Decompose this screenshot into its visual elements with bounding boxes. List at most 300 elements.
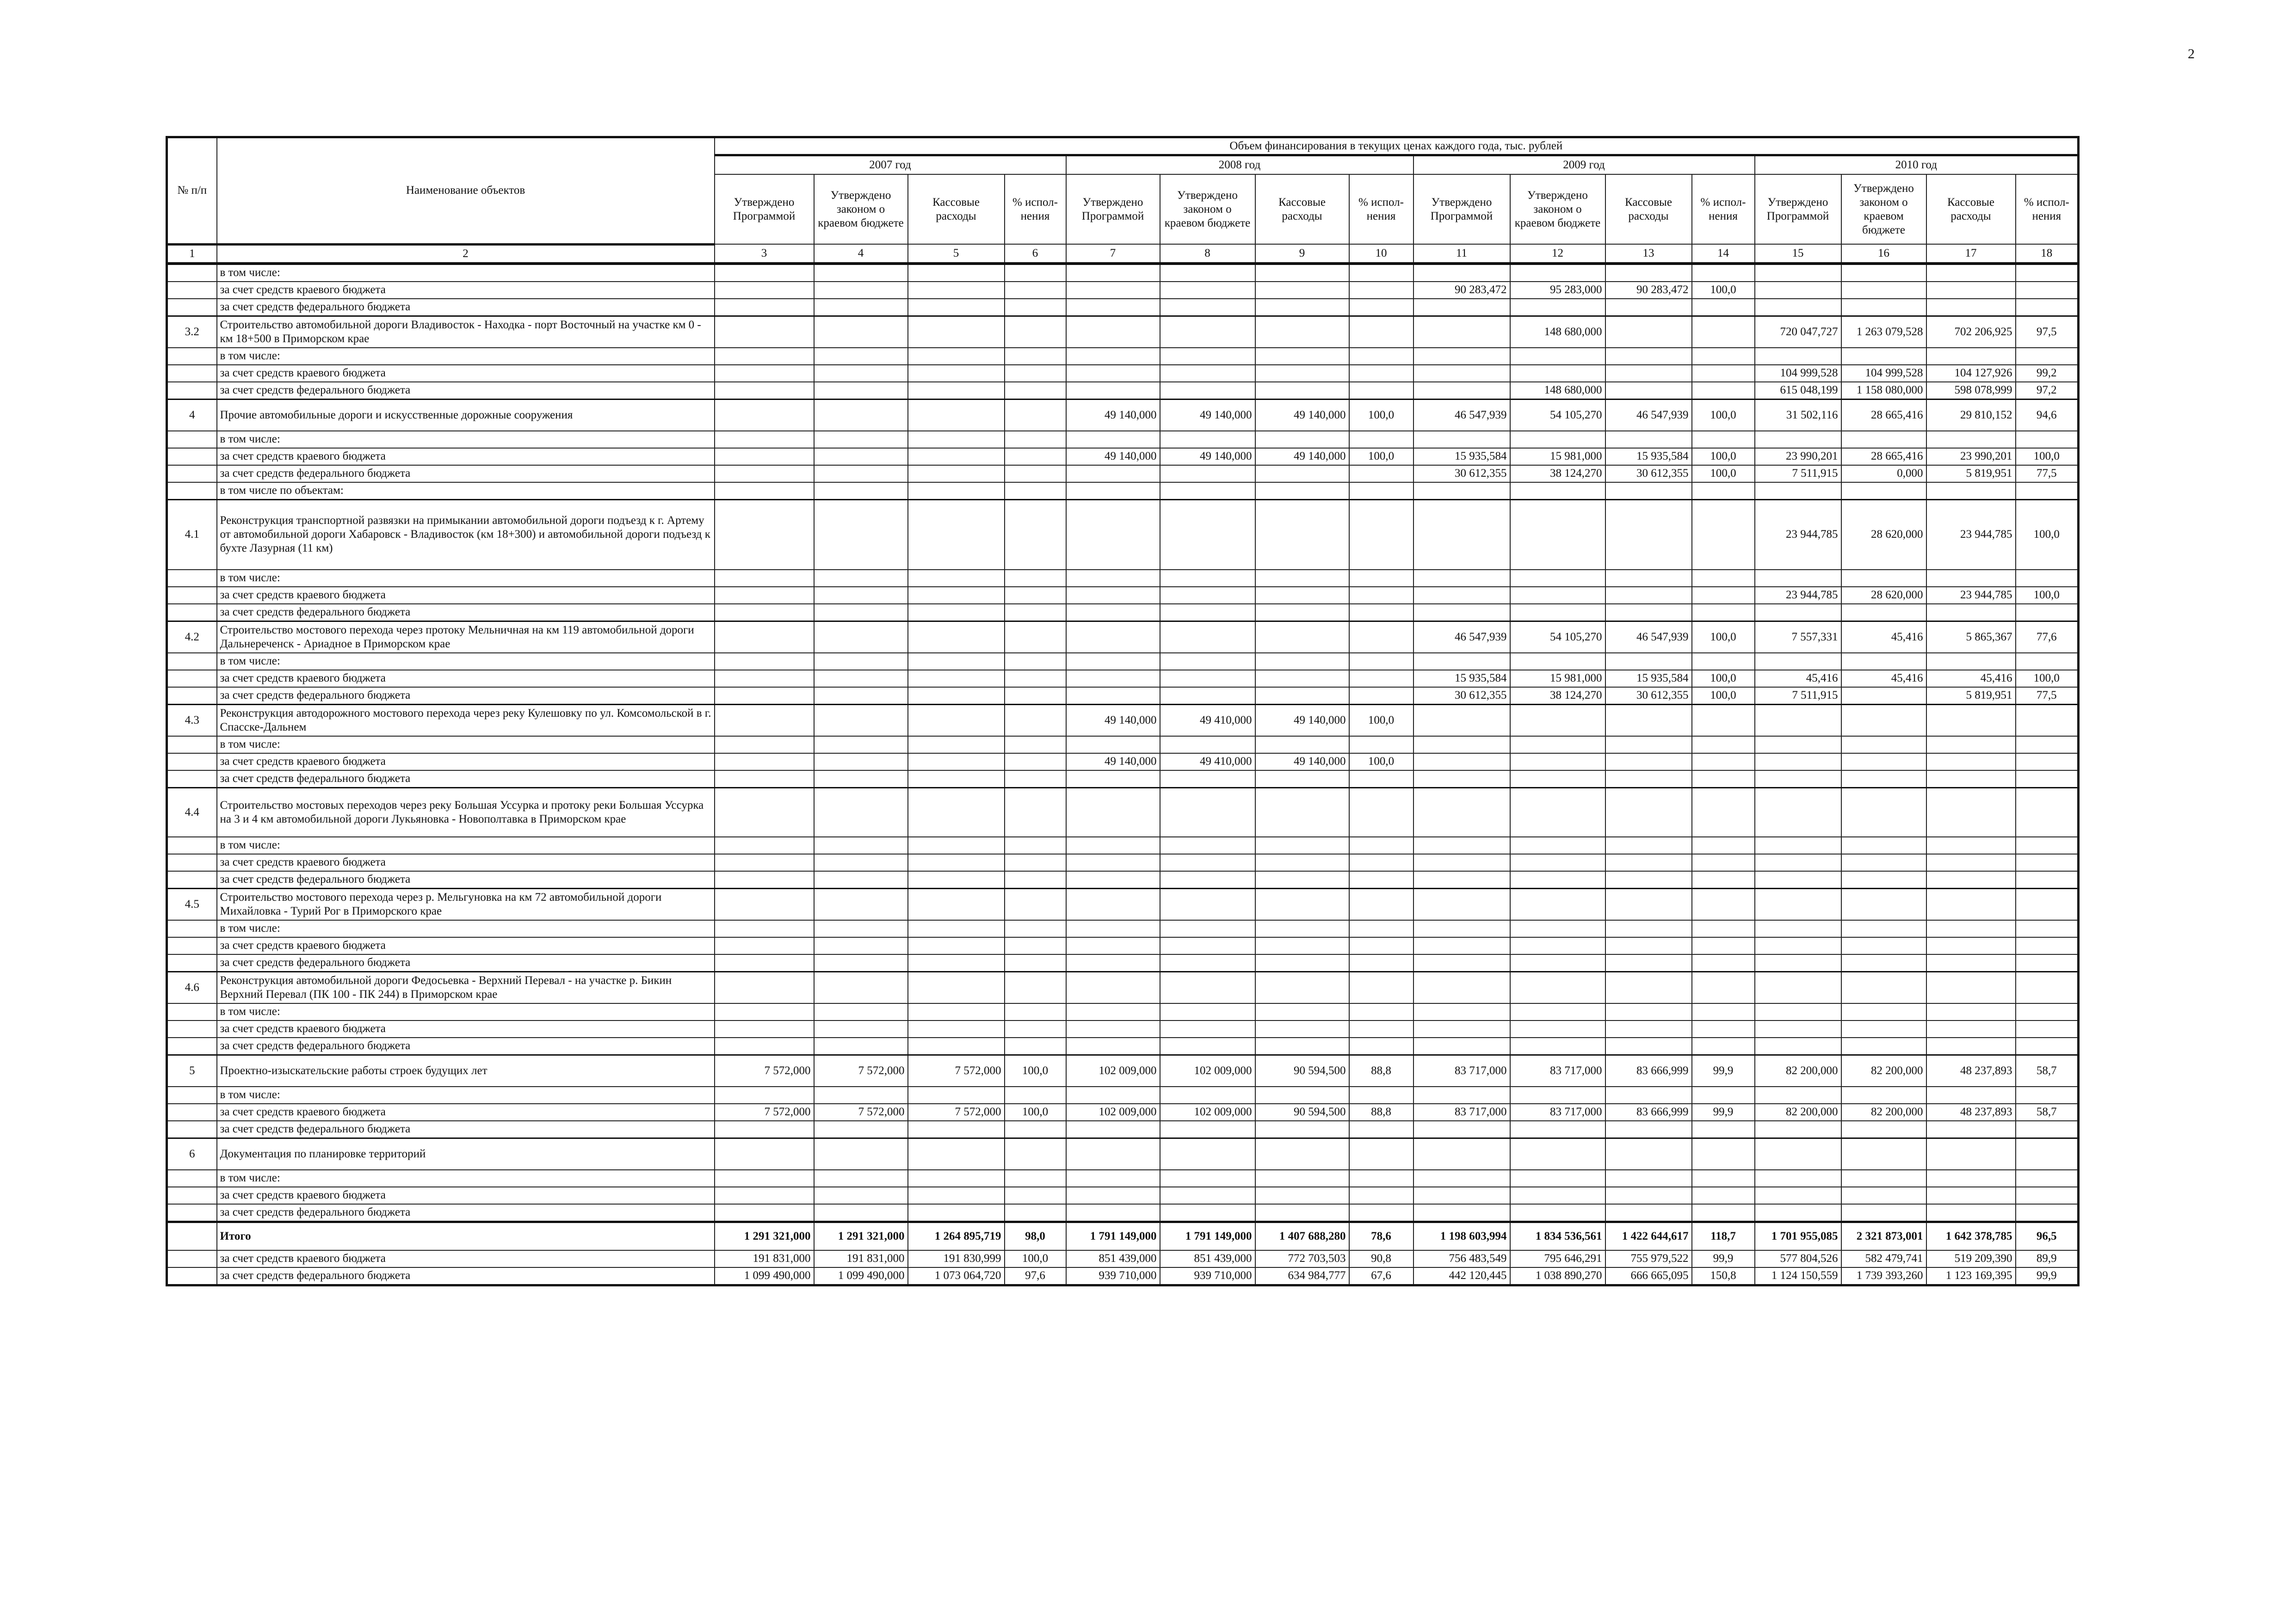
percent-cell (2016, 753, 2079, 770)
percent-cell: 58,7 (2016, 1104, 2079, 1121)
amount-cell (1926, 604, 2016, 621)
amount-cell (814, 431, 908, 448)
percent-cell (1349, 736, 1413, 753)
column-number: 9 (1255, 244, 1349, 264)
table-row (167, 1003, 2079, 1021)
percent-cell (1692, 770, 1755, 788)
page-number: 2 (2188, 46, 2195, 61)
amount-cell (1066, 465, 1160, 482)
row-number: 4.6 (167, 971, 217, 1003)
amount-cell (1510, 837, 1605, 854)
amount-cell (715, 282, 814, 299)
table-row (167, 1250, 2079, 1267)
amount-cell (715, 920, 814, 937)
row-name: в том числе: (217, 1087, 715, 1104)
amount-cell (1841, 1003, 1926, 1021)
row-name: в том числе: (217, 653, 715, 670)
amount-cell (1066, 954, 1160, 972)
percent-cell (2016, 704, 2079, 736)
amount-cell (1926, 1138, 2016, 1170)
column-number: 3 (715, 244, 814, 264)
table-row (167, 1204, 2079, 1222)
row-name: за счет средств федерального бюджета (217, 770, 715, 788)
amount-cell (1160, 316, 1255, 348)
row-number (167, 1170, 217, 1187)
amount-cell: 46 547,939 (1605, 621, 1692, 653)
amount-cell (1841, 570, 1926, 587)
percent-cell (1349, 299, 1413, 316)
amount-cell (1255, 787, 1349, 837)
amount-cell (1841, 1121, 1926, 1138)
percent-cell: 100,0 (1005, 1104, 1066, 1121)
table-row (167, 1267, 2079, 1285)
percent-cell (1349, 1138, 1413, 1170)
amount-cell (1066, 1187, 1160, 1204)
amount-cell: 82 200,000 (1755, 1055, 1841, 1087)
percent-cell (1005, 348, 1066, 365)
amount-cell (1255, 920, 1349, 937)
table-row (167, 753, 2079, 770)
amount-cell (715, 837, 814, 854)
row-number (167, 299, 217, 316)
amount-cell (908, 570, 1005, 587)
amount-cell: 54 105,270 (1510, 399, 1605, 431)
column-number: 16 (1841, 244, 1926, 264)
table-row (167, 348, 2079, 365)
amount-cell: 49 140,000 (1066, 753, 1160, 770)
amount-cell (1755, 1138, 1841, 1170)
table-row (167, 854, 2079, 871)
amount-cell: 30 612,355 (1413, 465, 1510, 482)
amount-cell (1510, 653, 1605, 670)
amount-cell (814, 299, 908, 316)
row-number (167, 920, 217, 937)
amount-cell (1841, 299, 1926, 316)
amount-cell (908, 770, 1005, 788)
row-name: за счет средств федерального бюджета (217, 604, 715, 621)
percent-cell (2016, 1121, 2079, 1138)
amount-cell (1255, 871, 1349, 889)
amount-cell (814, 888, 908, 920)
amount-cell: 90 594,500 (1255, 1104, 1349, 1121)
column-header-number: № п/п (167, 137, 217, 245)
row-number (167, 465, 217, 482)
row-number (167, 264, 217, 282)
amount-cell (715, 871, 814, 889)
amount-cell (1605, 920, 1692, 937)
percent-cell (2016, 1138, 2079, 1170)
amount-cell: 49 140,000 (1160, 448, 1255, 465)
amount-cell: 634 984,777 (1255, 1267, 1349, 1285)
percent-cell (1349, 954, 1413, 972)
row-number (167, 382, 217, 400)
column-number: 17 (1926, 244, 2016, 264)
amount-cell (1255, 264, 1349, 282)
amount-cell (1255, 431, 1349, 448)
amount-cell (1066, 382, 1160, 400)
amount-cell (1413, 854, 1510, 871)
amount-cell (1510, 365, 1605, 382)
amount-cell (1926, 770, 2016, 788)
amount-cell: 82 200,000 (1841, 1055, 1926, 1087)
amount-cell (1160, 482, 1255, 500)
amount-cell (1605, 787, 1692, 837)
row-name: в том числе по объектам: (217, 482, 715, 500)
amount-cell (1413, 499, 1510, 570)
row-name: в том числе: (217, 570, 715, 587)
percent-cell (1692, 753, 1755, 770)
percent-cell (1005, 482, 1066, 500)
amount-cell (1413, 482, 1510, 500)
amount-cell: 15 935,584 (1413, 448, 1510, 465)
percent-cell (2016, 937, 2079, 954)
amount-cell (1841, 888, 1926, 920)
percent-cell (1349, 837, 1413, 854)
column-number: 4 (814, 244, 908, 264)
amount-cell (1160, 920, 1255, 937)
amount-cell (814, 920, 908, 937)
funding-title: Объем финансирования в текущих ценах каждого года, тыс. рублей (715, 137, 2079, 155)
amount-cell (908, 954, 1005, 972)
amount-cell: 148 680,000 (1510, 316, 1605, 348)
amount-cell (1255, 282, 1349, 299)
row-number: 4.5 (167, 888, 217, 920)
amount-cell: 83 666,999 (1605, 1104, 1692, 1121)
percent-cell (1692, 1204, 1755, 1222)
amount-cell (1510, 1087, 1605, 1104)
amount-cell (1160, 1121, 1255, 1138)
amount-cell (1926, 704, 2016, 736)
amount-cell (814, 753, 908, 770)
amount-cell (1255, 888, 1349, 920)
percent-cell (1005, 382, 1066, 400)
amount-cell (1755, 937, 1841, 954)
amount-cell (1841, 348, 1926, 365)
amount-cell (1413, 382, 1510, 400)
amount-cell (715, 264, 814, 282)
amount-cell (1255, 482, 1349, 500)
row-name: Прочие автомобильные дороги и искусственные дорожные сооружения (217, 399, 715, 431)
percent-cell (1349, 499, 1413, 570)
amount-cell (1413, 736, 1510, 753)
percent-cell (1349, 316, 1413, 348)
amount-cell (1605, 604, 1692, 621)
amount-cell (715, 299, 814, 316)
amount-cell (1160, 1170, 1255, 1187)
amount-cell (1255, 348, 1349, 365)
amount-cell (1413, 1038, 1510, 1055)
table-row (167, 431, 2079, 448)
percent-cell (1349, 465, 1413, 482)
percent-cell (1692, 299, 1755, 316)
amount-cell: 102 009,000 (1066, 1104, 1160, 1121)
amount-cell (715, 1204, 814, 1222)
amount-cell (1066, 736, 1160, 753)
amount-cell: 28 620,000 (1841, 499, 1926, 570)
percent-cell (1005, 299, 1066, 316)
amount-cell (814, 687, 908, 705)
amount-cell (1160, 1087, 1255, 1104)
amount-cell: 31 502,116 (1755, 399, 1841, 431)
percent-cell (1005, 670, 1066, 687)
amount-cell (814, 1121, 908, 1138)
amount-cell (715, 621, 814, 653)
amount-cell (1926, 937, 2016, 954)
amount-cell (1413, 299, 1510, 316)
row-name: в том числе: (217, 736, 715, 753)
amount-cell (1160, 499, 1255, 570)
percent-cell: 100,0 (2016, 499, 2079, 570)
amount-cell (1926, 348, 2016, 365)
row-name: за счет средств краевого бюджета (217, 937, 715, 954)
amount-cell (1066, 1204, 1160, 1222)
amount-cell (715, 482, 814, 500)
subcolumn-header: % испол-нения (1005, 174, 1066, 244)
amount-cell (1841, 282, 1926, 299)
amount-cell (908, 465, 1005, 482)
amount-cell (1755, 753, 1841, 770)
amount-cell: 48 237,893 (1926, 1104, 2016, 1121)
amount-cell (1841, 604, 1926, 621)
amount-cell (715, 448, 814, 465)
table-row (167, 1055, 2079, 1087)
percent-cell (2016, 299, 2079, 316)
amount-cell (715, 431, 814, 448)
amount-cell (1605, 1021, 1692, 1038)
amount-cell (1605, 971, 1692, 1003)
percent-cell (1349, 888, 1413, 920)
amount-cell (1510, 1138, 1605, 1170)
amount-cell (1066, 348, 1160, 365)
percent-cell (1692, 1021, 1755, 1038)
amount-cell (1605, 316, 1692, 348)
amount-cell (1605, 837, 1692, 854)
amount-cell (1841, 1038, 1926, 1055)
amount-cell (1066, 854, 1160, 871)
amount-cell (715, 954, 814, 972)
amount-cell (814, 736, 908, 753)
percent-cell: 100,0 (1692, 687, 1755, 705)
amount-cell (1160, 264, 1255, 282)
amount-cell (715, 787, 814, 837)
percent-cell (1349, 937, 1413, 954)
amount-cell (814, 937, 908, 954)
amount-cell (1841, 1138, 1926, 1170)
amount-cell (1926, 1021, 2016, 1038)
amount-cell (814, 871, 908, 889)
percent-cell (1005, 604, 1066, 621)
percent-cell (1692, 954, 1755, 972)
amount-cell (1160, 1204, 1255, 1222)
row-number (167, 687, 217, 705)
amount-cell (1510, 871, 1605, 889)
table-row (167, 1170, 2079, 1187)
amount-cell: 28 665,416 (1841, 448, 1926, 465)
percent-cell (1349, 570, 1413, 587)
row-name: за счет средств краевого бюджета (217, 1104, 715, 1121)
amount-cell (1160, 854, 1255, 871)
amount-cell (1066, 1021, 1160, 1038)
column-number: 8 (1160, 244, 1255, 264)
amount-cell: 23 944,785 (1755, 499, 1841, 570)
amount-cell: 582 479,741 (1841, 1250, 1926, 1267)
amount-cell (1066, 587, 1160, 604)
amount-cell: 1 291 321,000 (715, 1222, 814, 1250)
percent-cell: 77,5 (2016, 465, 2079, 482)
row-name: за счет средств федерального бюджета (217, 465, 715, 482)
amount-cell (1841, 653, 1926, 670)
amount-cell (1066, 316, 1160, 348)
amount-cell: 5 819,951 (1926, 687, 2016, 705)
percent-cell (1005, 1003, 1066, 1021)
amount-cell: 49 410,000 (1160, 753, 1255, 770)
amount-cell: 1 701 955,085 (1755, 1222, 1841, 1250)
amount-cell: 519 209,390 (1926, 1250, 2016, 1267)
amount-cell: 49 140,000 (1066, 448, 1160, 465)
subcolumn-header: Утверждено законом о краевом бюджете (1510, 174, 1605, 244)
percent-cell (2016, 1021, 2079, 1038)
amount-cell (1510, 1003, 1605, 1021)
amount-cell (1755, 282, 1841, 299)
amount-cell: 1 263 079,528 (1841, 316, 1926, 348)
subcolumn-header: Кассовые расходы (1926, 174, 2016, 244)
amount-cell (1255, 837, 1349, 854)
percent-cell: 100,0 (1692, 282, 1755, 299)
percent-cell (1005, 736, 1066, 753)
amount-cell (814, 854, 908, 871)
amount-cell (1926, 871, 2016, 889)
amount-cell (908, 482, 1005, 500)
amount-cell (1926, 920, 2016, 937)
percent-cell (1692, 871, 1755, 889)
percent-cell (1005, 399, 1066, 431)
amount-cell: 1 124 150,559 (1755, 1267, 1841, 1285)
row-name: за счет средств федерального бюджета (217, 871, 715, 889)
percent-cell (1005, 787, 1066, 837)
amount-cell (908, 621, 1005, 653)
amount-cell: 104 999,528 (1755, 365, 1841, 382)
percent-cell: 100,0 (1349, 448, 1413, 465)
percent-cell: 100,0 (1005, 1055, 1066, 1087)
amount-cell (1841, 753, 1926, 770)
table-row (167, 871, 2079, 889)
amount-cell (814, 348, 908, 365)
amount-cell: 755 979,522 (1605, 1250, 1692, 1267)
amount-cell (908, 431, 1005, 448)
table-row (167, 653, 2079, 670)
amount-cell: 756 483,549 (1413, 1250, 1510, 1267)
row-name: Проектно-изыскательские работы строек будущих лет (217, 1055, 715, 1087)
row-name: Строительство автомобильной дороги Владивосток - Находка - порт Восточный на участке км 0 - км 18+500 в Приморском крае (217, 316, 715, 348)
row-name: Итого (217, 1222, 715, 1250)
amount-cell (1255, 1121, 1349, 1138)
column-number: 14 (1692, 244, 1755, 264)
percent-cell (1692, 971, 1755, 1003)
percent-cell (1005, 1021, 1066, 1038)
amount-cell (814, 971, 908, 1003)
percent-cell: 88,8 (1349, 1104, 1413, 1121)
percent-cell (1692, 736, 1755, 753)
amount-cell (715, 888, 814, 920)
amount-cell (1926, 1121, 2016, 1138)
year-header: 2008 год (1066, 155, 1413, 175)
amount-cell (1926, 1187, 2016, 1204)
percent-cell: 100,0 (1692, 621, 1755, 653)
amount-cell (1755, 704, 1841, 736)
amount-cell: 7 572,000 (908, 1104, 1005, 1121)
amount-cell (1841, 687, 1926, 705)
amount-cell (1160, 871, 1255, 889)
row-name: в том числе: (217, 837, 715, 854)
row-name: за счет средств федерального бюджета (217, 1267, 715, 1285)
amount-cell (908, 299, 1005, 316)
row-number (167, 431, 217, 448)
amount-cell (715, 348, 814, 365)
amount-cell (1926, 299, 2016, 316)
amount-cell: 45,416 (1926, 670, 2016, 687)
percent-cell (1349, 1038, 1413, 1055)
amount-cell (1413, 1170, 1510, 1187)
amount-cell (814, 1003, 908, 1021)
row-number (167, 1267, 217, 1285)
percent-cell (1692, 348, 1755, 365)
amount-cell (1841, 1021, 1926, 1038)
subcolumn-header: Утверждено законом о краевом бюджете (1160, 174, 1255, 244)
amount-cell (1755, 770, 1841, 788)
row-number (167, 937, 217, 954)
table-row (167, 704, 2079, 736)
amount-cell (908, 399, 1005, 431)
amount-cell (908, 854, 1005, 871)
percent-cell (1692, 854, 1755, 871)
amount-cell (908, 888, 1005, 920)
amount-cell: 83 717,000 (1413, 1104, 1510, 1121)
amount-cell (1755, 971, 1841, 1003)
percent-cell (1349, 687, 1413, 705)
percent-cell (1005, 316, 1066, 348)
table-row (167, 687, 2079, 705)
amount-cell: 1 422 644,617 (1605, 1222, 1692, 1250)
percent-cell: 99,9 (1692, 1055, 1755, 1087)
amount-cell (1413, 937, 1510, 954)
row-number: 6 (167, 1138, 217, 1170)
amount-cell (1755, 604, 1841, 621)
table-row (167, 971, 2079, 1003)
row-name: Реконструкция транспортной развязки на примыкании автомобильной дороги подъезд к г. Артему от автомобильной дороги Хабаровск - Владивосток (км 18+300) и автомобильной дороги подъезд к бухте Лазурная (11 км) (217, 499, 715, 570)
amount-cell (1255, 1021, 1349, 1038)
amount-cell (1413, 264, 1510, 282)
amount-cell (908, 1003, 1005, 1021)
amount-cell (1255, 1187, 1349, 1204)
percent-cell (1005, 570, 1066, 587)
amount-cell (1926, 971, 2016, 1003)
amount-cell (814, 482, 908, 500)
row-name: в том числе: (217, 264, 715, 282)
percent-cell (2016, 1087, 2079, 1104)
amount-cell (814, 499, 908, 570)
amount-cell (814, 653, 908, 670)
amount-cell (1413, 365, 1510, 382)
percent-cell (1005, 1087, 1066, 1104)
amount-cell (1066, 1003, 1160, 1021)
amount-cell (1755, 1087, 1841, 1104)
table-row (167, 1187, 2079, 1204)
amount-cell (1255, 954, 1349, 972)
amount-cell: 30 612,355 (1605, 687, 1692, 705)
amount-cell: 1 198 603,994 (1413, 1222, 1510, 1250)
percent-cell (1349, 1170, 1413, 1187)
amount-cell: 82 200,000 (1841, 1104, 1926, 1121)
